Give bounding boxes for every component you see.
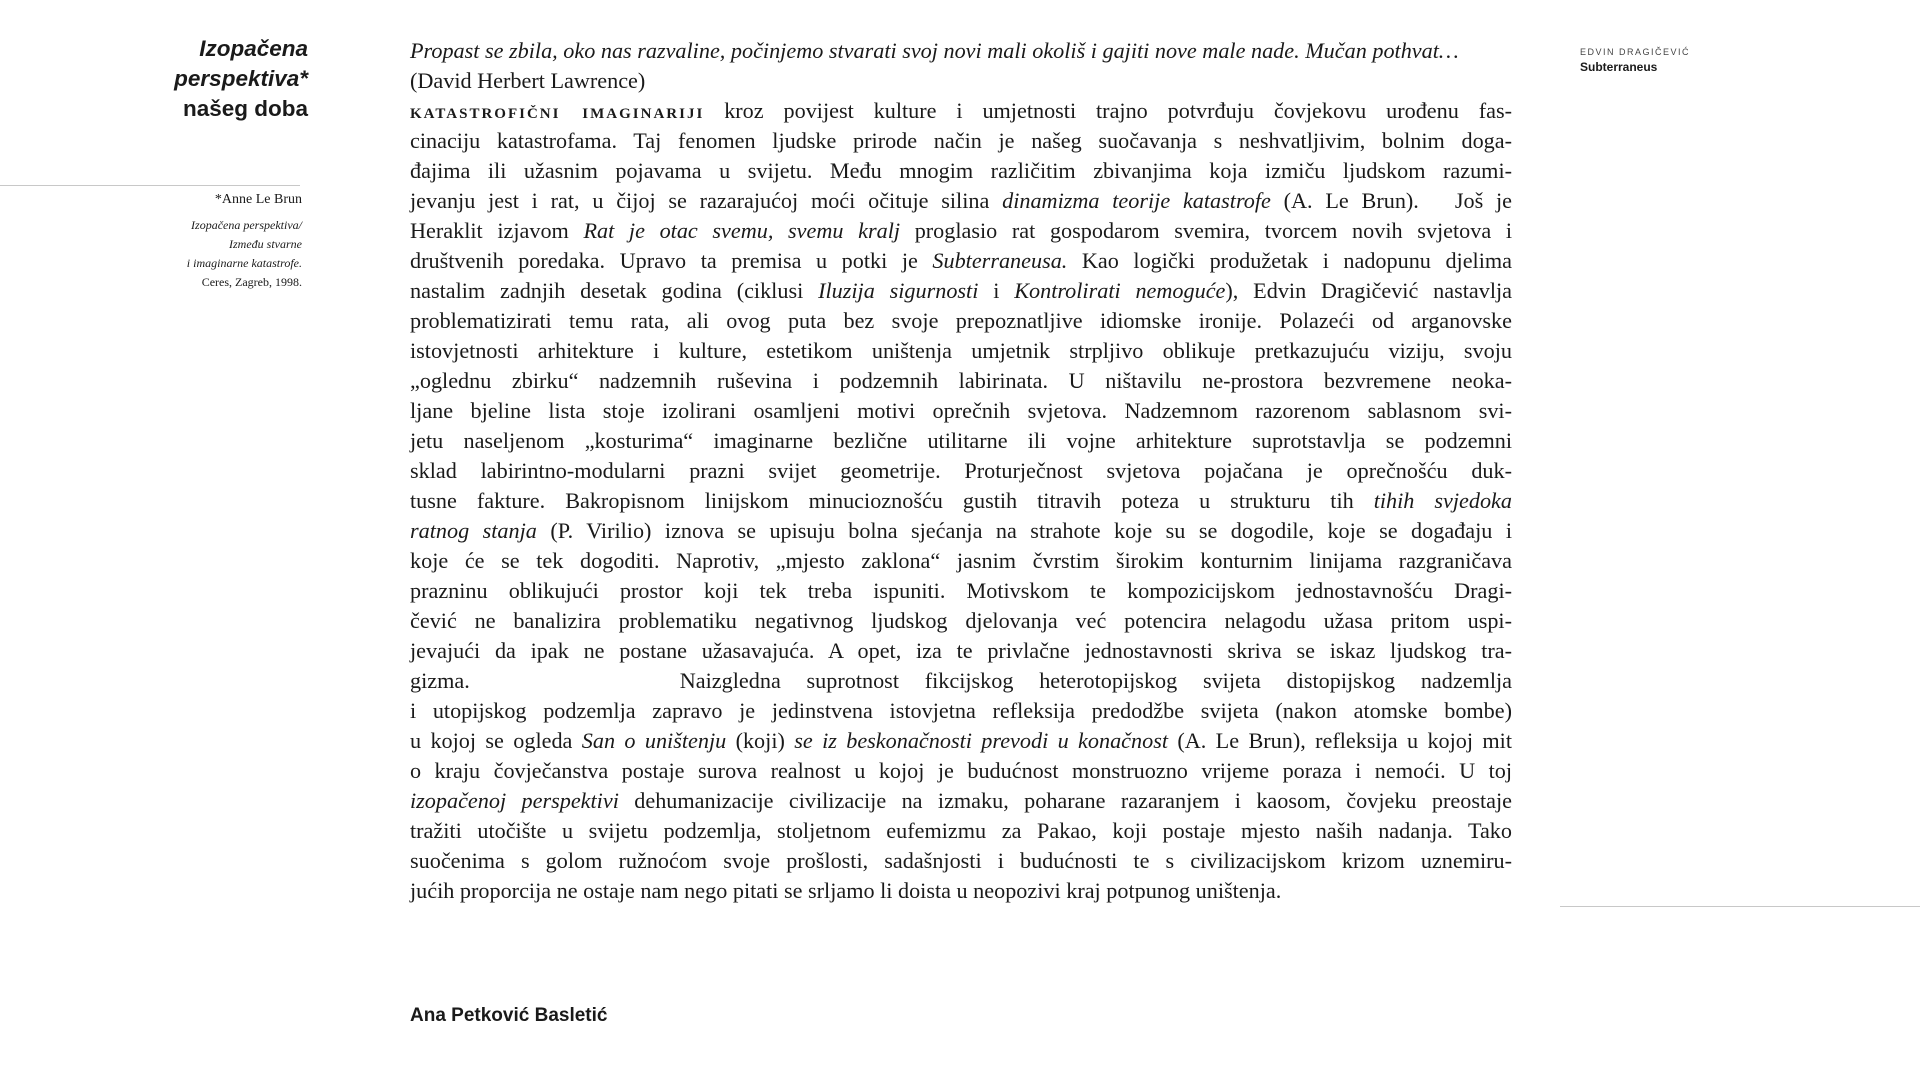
footnote-ref: *Anne Le Brun [214, 192, 302, 207]
body-line: koje će se tek dogoditi. Naprotiv, „mjesto zaklona“ jasnim čvrstim širokim konturnim linijama razgraničava [410, 548, 1512, 573]
epigraph-author: (David Herbert Lawrence) [410, 68, 646, 93]
footnote-line-2: Između stvarne [229, 237, 302, 251]
body-line: jevajući da ipak ne postane užasavajuća. A opet, iza te privlačne jednostavnosti skriva se iskaz ljudskog tra- [410, 638, 1512, 663]
title-line-2: perspektiva* [174, 66, 308, 91]
body-line: nastalim zadnjih desetak godina (ciklusi Iluzija sigurnosti i Kontrolirati nemoguće), Edvin Dragičević nastavlja [410, 278, 1513, 303]
body-line: čević ne banalizira problematiku negativnog ljudskog djelovanja već potencira nelagodu užasa pritom uspi- [410, 608, 1512, 633]
page-title [120, 34, 308, 124]
epigraph-quote: Propast se zbila, oko nas razvaline, počinjemo stvarati svoj novi mali okoliš i gajiti nove male nade. Mučan pothvat… [410, 38, 1459, 63]
footnote-line-4: Ceres, Zagreb, 1998. [201, 275, 302, 289]
body-line: „oglednu zbirku“ nadzemnih ruševina i podzemnih labirinata. U ništavilu ne-prostora bezvremene neoka- [410, 368, 1512, 393]
body-line: problematizirati temu rata, ali ovog puta bez svoje prepoznatljive idiomske ironije. Polazeći od arganovske [410, 308, 1512, 333]
running-header [1580, 46, 1880, 75]
title-line-1: Izopačena [199, 36, 308, 61]
body-line: tusne fakture. Bakropisnom linijskom minucioznošću gustih titravih poteza u strukturu tih tihih svjedoka [410, 488, 1512, 513]
epigraph [410, 36, 1512, 96]
body-line: sklad labirintno-modularni prazni svijet geometrije. Proturječnost svjetova pojačana je oprečnošću duk- [410, 458, 1512, 483]
body-line: katastrofični imaginariji kroz povijest kulture i umjetnosti trajno potvrđuju čovjekovu urođenu fas- [410, 98, 1512, 123]
footnote-line-3: i imaginarne katastrofe. [186, 256, 302, 270]
body-line: i utopijskog podzemlja zapravo je jedinstvena istovjetna refleksija predodžbe svijeta (nakon atomske bombe) [410, 698, 1512, 723]
body-line: ljane bjeline lista stoje izolirani osamljeni motivi oprečnih svjetova. Nadzemnom razorenom sablasnom svi- [410, 398, 1512, 423]
body-line: tražiti utočište u svijetu podzemlja, stoljetnom eufemizmu za Pakao, koji postaje mjesto naših nadanja. Tako [410, 818, 1512, 843]
footnote-line-1: Izopačena perspektiva/ [191, 218, 302, 232]
author-signature: Ana Petković Basletić [410, 1005, 608, 1026]
lead-in: katastrofični imaginariji [410, 98, 705, 123]
body-line: jevanju jest i rat, u čijoj se razarajućoj moći očituje silina dinamizma teorije katastrofe (A. Le Brun). Još je [410, 188, 1513, 213]
left-divider [0, 185, 300, 186]
body-line: đajima ili užasnim pojavama u svijetu. Među mnogim različitim zbivanjima koja izmiču ljudskom razumi- [410, 158, 1512, 183]
main-text [410, 36, 1512, 906]
body-line: Heraklit izjavom Rat je otac svemu, svemu kralj proglasio rat gospodarom svemira, tvorcem novih svjetova i [410, 218, 1512, 243]
body-line: jetu naseljenom „kosturima“ imaginarne bezlične utilitarne ili vojne arhitekture suprotstavlja se podzemni [410, 428, 1512, 453]
body-line: suočenima s golom ružnoćom svoje prošlosti, sadašnjosti i budućnosti te s civilizacijskom krizom uznemiru- [410, 848, 1512, 873]
body-line: ratnog stanja (P. Virilio) iznova se upisuju bolna sjećanja na strahote koje su se dogodile, koje se događaju i [410, 518, 1513, 543]
body-line: cinaciju katastrofama. Taj fenomen ljudske prirode način je našeg suočavanja s neshvatljivim, bolnim doga- [410, 128, 1512, 153]
title-line-3: našeg doba [182, 96, 308, 121]
work-title: Subterraneus [1580, 60, 1658, 74]
artist-name: EDVIN DRAGIČEVIĆ [1580, 47, 1691, 57]
body-line: istovjetnosti arhitekture i kulture, estetikom uništenja umjetnik strpljivo oblikuje pretkazujuću viziju, svoju [410, 338, 1512, 363]
body-line: gizma. Naizgledna suprotnost fikcijskog heterotopijskog svijeta distopijskog nadzemlja [410, 668, 1512, 693]
right-divider [1560, 906, 1920, 907]
footnote [130, 190, 302, 292]
body-line: prazninu oblikujući prostor koji tek treba ispuniti. Motivskom te kompozicijskom jednostavnošću Dragi- [410, 578, 1512, 603]
body-text [410, 96, 1512, 906]
body-line: društvenih poredaka. Upravo ta premisa u potki je Subterraneusa. Kao logički produžetak i nadopunu djelima [410, 248, 1512, 273]
body-line: izopačenoj perspektivi dehumanizacije civilizacije na izmaku, poharane razaranjem i kaosom, čovjeku preostaje [410, 788, 1512, 813]
body-line: jućih proporcija ne ostaje nam nego pitati se srljamo li doista u neopozivi kraj potpunog uništenja. [410, 878, 1282, 903]
body-line: o kraju čovječanstva postaje surova realnost u kojoj je budućnost monstruozno vrijeme poraza i nemoći. U toj [410, 758, 1512, 783]
body-line: u kojoj se ogleda San o uništenju (koji) se iz beskonačnosti prevodi u konačnost (A. Le Brun), refleksija u kojoj mit [410, 728, 1513, 753]
